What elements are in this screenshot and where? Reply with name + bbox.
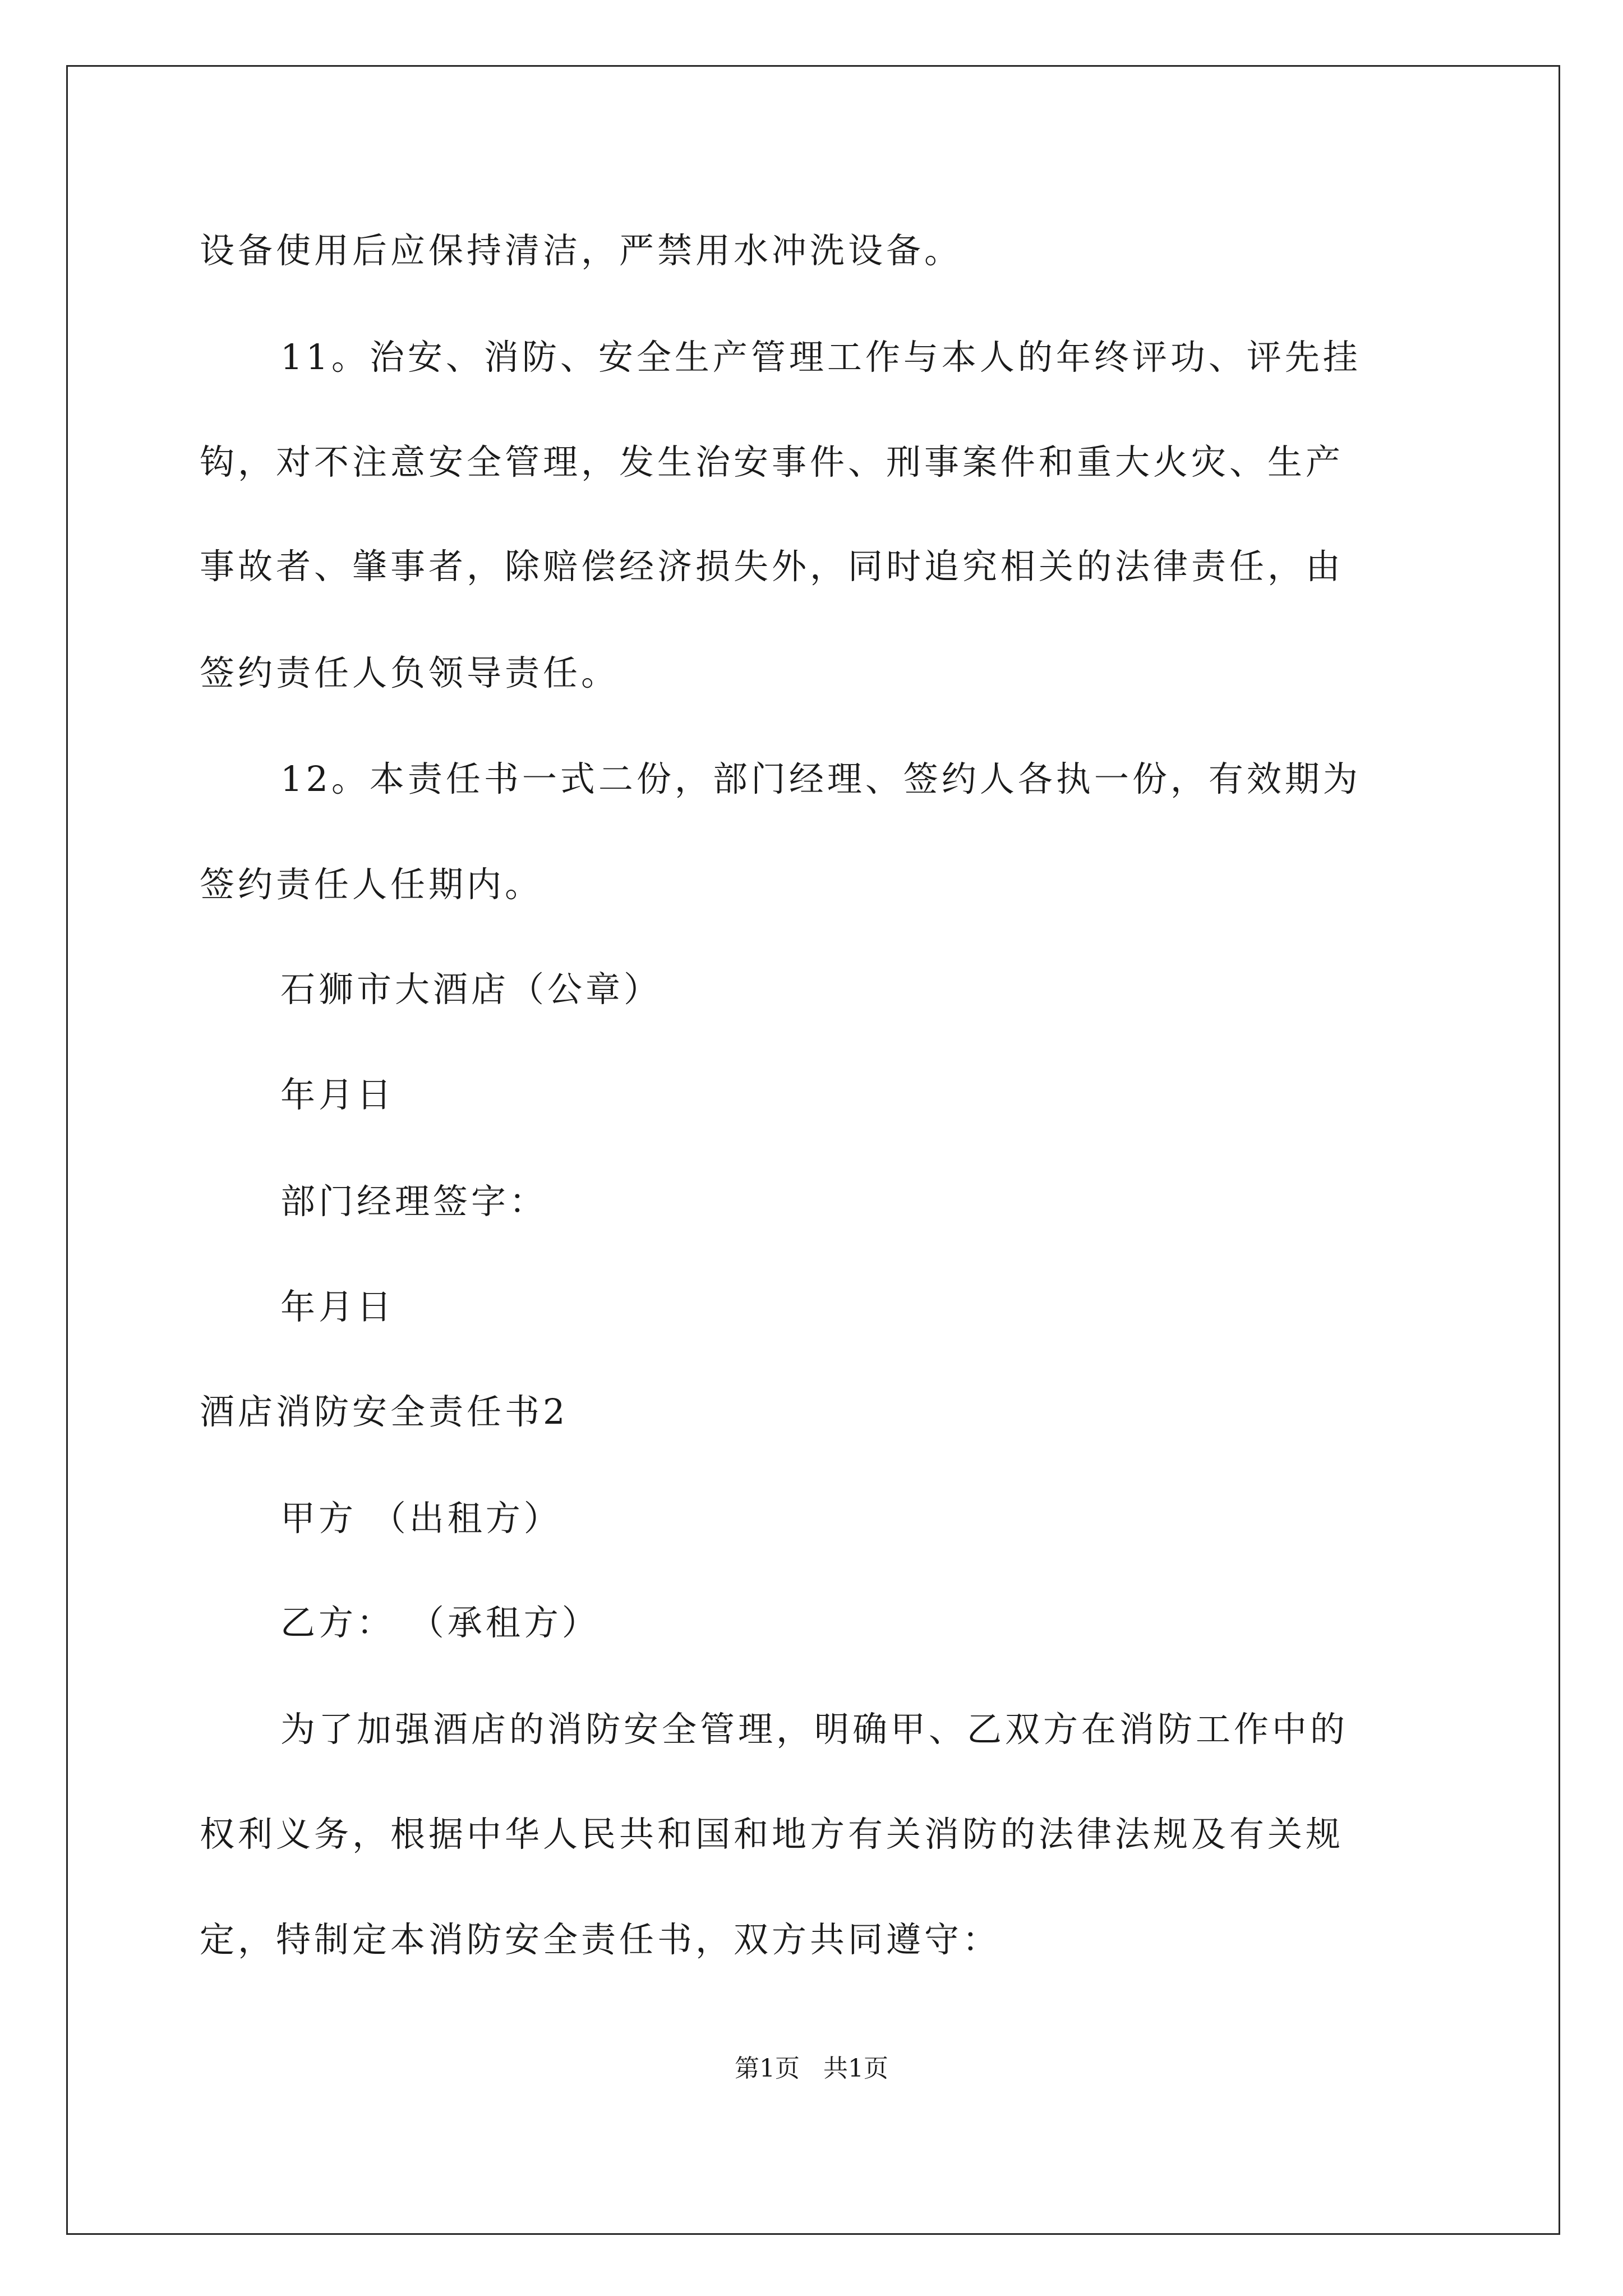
body-line: 签约责任人负领导责任。 xyxy=(200,652,620,693)
clause-11-line: 11。治安、消防、安全生产管理工作与本人的年终评功、评先挂 xyxy=(280,337,1361,378)
body-line: 钩，对不注意安全管理，发生治安事件、刑事案件和重大火灾、生产 xyxy=(200,441,1344,482)
clause-12-line: 12。本责任书一式二份，部门经理、签约人各执一份，有效期为 xyxy=(280,758,1361,799)
date-line: 年月日 xyxy=(280,1286,395,1327)
party-a-line: 甲方 （出租方） xyxy=(280,1498,562,1539)
date-line: 年月日 xyxy=(280,1074,395,1115)
company-seal-line: 石狮市大酒店（公章） xyxy=(280,969,662,1010)
body-line: 定，特制定本消防安全责任书，双方共同遵守： xyxy=(200,1919,1001,1960)
body-line: 事故者、肇事者，除赔偿经济损失外，同时追究相关的法律责任，由 xyxy=(200,546,1344,587)
page-footer: 第1页 共1页 xyxy=(735,2054,888,2083)
manager-signature-line: 部门经理签字： xyxy=(280,1181,548,1222)
body-line: 权利义务，根据中华人民共和国和地方有关消防的法律法规及有关规 xyxy=(200,1814,1344,1855)
body-line: 设备使用后应保持清洁，严禁用水冲洗设备。 xyxy=(200,230,963,271)
section-heading: 酒店消防安全责任书2 xyxy=(200,1391,569,1432)
body-line: 签约责任人任期内。 xyxy=(200,864,543,905)
party-b-line: 乙方： （承租方） xyxy=(280,1602,600,1643)
intro-line: 为了加强酒店的消防安全管理，明确甲、乙双方在消防工作中的 xyxy=(280,1709,1349,1750)
page-border xyxy=(66,65,1560,2235)
